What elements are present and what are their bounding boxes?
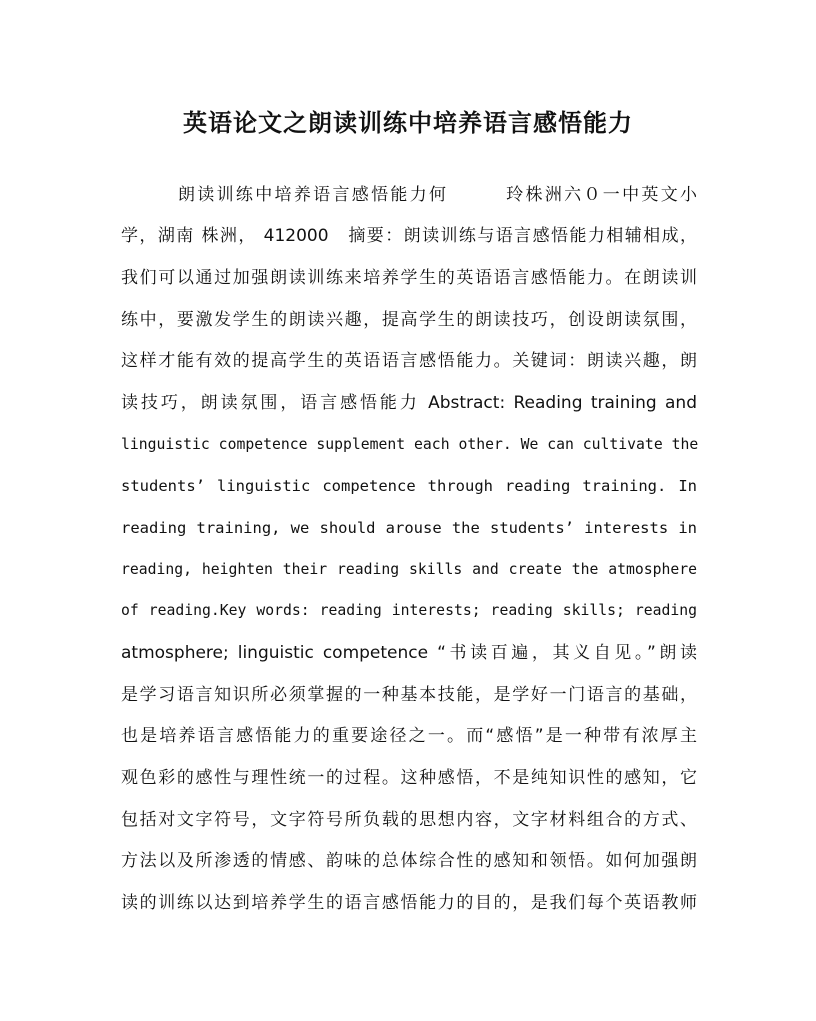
body-line-17: 方法以及所渗透的情感、韵味的总体综合性的感知和领悟。如何加强朗 <box>121 851 697 871</box>
body-line-7: linguistic competence supplement each other. We can cultivate the <box>121 436 699 453</box>
body-line-6: 读技巧，朗读氛围，语言感悟能力 Abstract: Reading training and <box>121 393 697 413</box>
document-title: 英语论文之朗读训练中培养语言感悟能力 <box>183 108 633 137</box>
body-line-12: atmosphere; linguistic competence “书读百遍，其义自见。”朗读 <box>121 643 697 663</box>
body-line-8: students’ linguistic competence through reading training. In <box>121 477 697 495</box>
body-line-9: reading training, we should arouse the students’ interests in <box>121 519 697 537</box>
body-line-1: 朗读训练中培养语言感悟能力何 玲株洲六０一中英文小 <box>178 185 697 205</box>
body-line-13: 是学习语言知识所必须掌握的一种基本技能，是学好一门语言的基础， <box>121 685 697 705</box>
body-line-11: of reading.Key words: reading interests; reading skills; reading <box>121 602 697 619</box>
body-line-15: 观色彩的感性与理性统一的过程。这种感悟，不是纯知识性的感知，它 <box>121 768 697 788</box>
body-line-10: reading, heighten their reading skills and create the atmosphere <box>121 561 697 578</box>
body-line-14: 也是培养语言感悟能力的重要途径之一。而“感悟”是一种带有浓厚主 <box>121 726 697 746</box>
body-line-4: 练中，要激发学生的朗读兴趣，提高学生的朗读技巧，创设朗读氛围， <box>121 310 697 330</box>
body-line-18: 读的训练以达到培养学生的语言感悟能力的目的，是我们每个英语教师 <box>121 893 697 913</box>
body-line-3: 我们可以通过加强朗读训练来培养学生的英语语言感悟能力。在朗读训 <box>121 268 697 288</box>
body-line-2: 学，湖南 株洲， 412000 摘要：朗读训练与语言感悟能力相辅相成， <box>121 226 697 246</box>
body-line-5: 这样才能有效的提高学生的英语语言感悟能力。关键词：朗读兴趣，朗 <box>121 351 697 371</box>
body-line-16: 包括对文字符号，文字符号所负载的思想内容，文字材料组合的方式、 <box>121 810 697 830</box>
